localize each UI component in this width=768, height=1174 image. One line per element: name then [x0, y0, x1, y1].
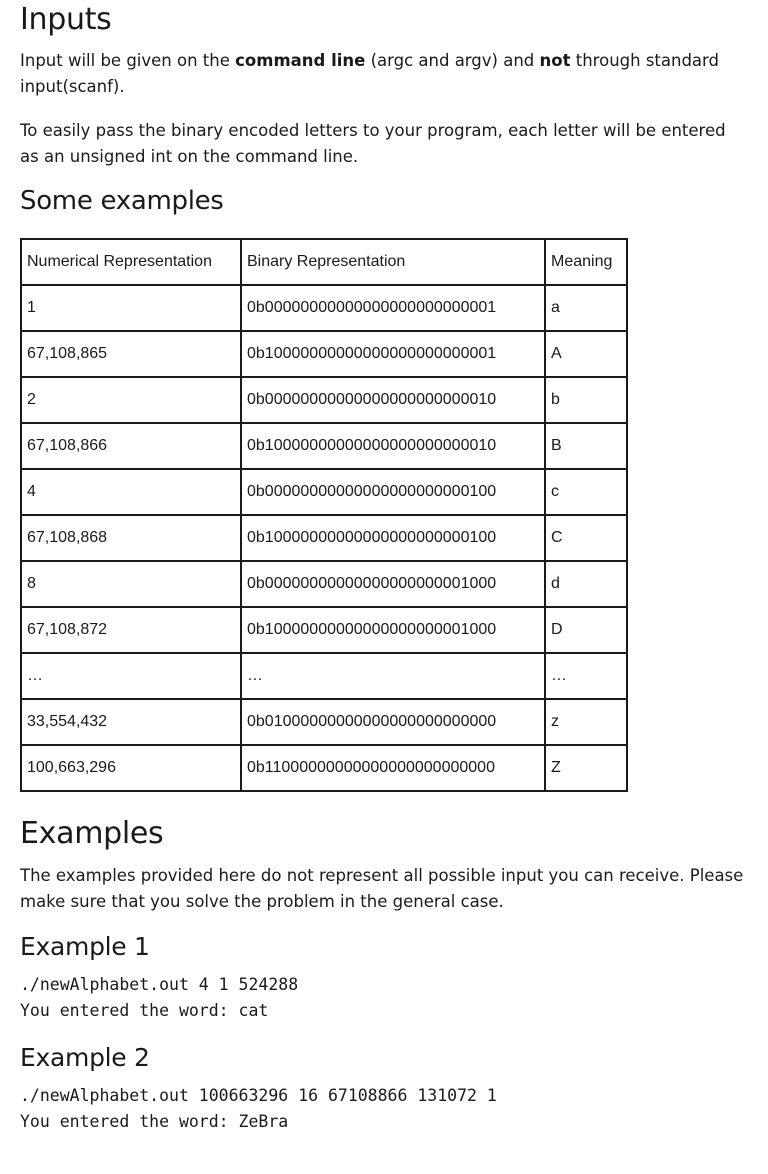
example-1-code-block	[20, 972, 298, 1024]
cell-meaning: D	[545, 607, 627, 653]
table-row	[21, 653, 627, 699]
p1-text-before: Input will be given on the	[20, 51, 236, 70]
inputs-paragraph-2: To easily pass the binary encoded letters to your program, each letter will be entered as an unsigned int on the command line.	[20, 121, 726, 166]
cell-meaning: z	[545, 699, 627, 745]
cell-numerical: 100,663,296	[21, 745, 241, 791]
cell-meaning: a	[545, 285, 627, 331]
example-2-output: You entered the word: ZeBra	[20, 1112, 289, 1131]
inputs-paragraph-1	[20, 48, 740, 100]
cell-binary: 0b10000000000000000000000001	[241, 331, 545, 377]
table-row	[21, 469, 627, 515]
cell-numerical: 67,108,872	[21, 607, 241, 653]
p1-bold-not: not	[539, 51, 571, 70]
table-header-row	[21, 239, 627, 285]
cell-binary: 0b10000000000000000000000010	[241, 423, 545, 469]
cell-numerical: 67,108,866	[21, 423, 241, 469]
cell-meaning: d	[545, 561, 627, 607]
cell-binary: 0b10000000000000000000001000	[241, 607, 545, 653]
table-row	[21, 607, 627, 653]
cell-meaning: c	[545, 469, 627, 515]
cell-binary: 0b00000000000000000000000100	[241, 469, 545, 515]
cell-binary: 0b00000000000000000000001000	[241, 561, 545, 607]
cell-meaning: b	[545, 377, 627, 423]
header-meaning: Meaning	[545, 239, 627, 285]
cell-binary: 0b01000000000000000000000000	[241, 699, 545, 745]
example-1-heading: Example 1	[20, 932, 150, 961]
inputs-heading: Inputs	[20, 2, 112, 37]
example-1-command: ./newAlphabet.out 4 1 524288	[20, 975, 299, 994]
table-row	[21, 377, 627, 423]
table-body	[21, 285, 627, 791]
cell-numerical: …	[21, 653, 241, 699]
table-row	[21, 331, 627, 377]
cell-numerical: 4	[21, 469, 241, 515]
p1-bold-command-line: command line	[235, 51, 366, 70]
table-row	[21, 699, 627, 745]
cell-meaning: …	[545, 653, 627, 699]
encoding-table	[20, 238, 628, 792]
cell-meaning: A	[545, 331, 627, 377]
cell-numerical: 8	[21, 561, 241, 607]
some-examples-heading: Some examples	[20, 186, 224, 216]
cell-numerical: 33,554,432	[21, 699, 241, 745]
example-2-code-block	[20, 1083, 497, 1135]
table-row	[21, 745, 627, 791]
p1-text-mid: (argc and argv) and	[365, 51, 540, 70]
table-row	[21, 515, 627, 561]
header-numerical: Numerical Representation	[21, 239, 241, 285]
example-2-heading: Example 2	[20, 1043, 150, 1072]
example-1-output: You entered the word: cat	[20, 1001, 269, 1020]
cell-binary: 0b11000000000000000000000000	[241, 745, 545, 791]
table-row	[21, 561, 627, 607]
table-row	[21, 285, 627, 331]
cell-binary: 0b00000000000000000000000001	[241, 285, 545, 331]
cell-numerical: 1	[21, 285, 241, 331]
cell-meaning: C	[545, 515, 627, 561]
table-row	[21, 423, 627, 469]
header-binary: Binary Representation	[241, 239, 545, 285]
cell-binary: 0b00000000000000000000000010	[241, 377, 545, 423]
cell-binary: 0b10000000000000000000000100	[241, 515, 545, 561]
cell-binary: …	[241, 653, 545, 699]
example-2-command: ./newAlphabet.out 100663296 16 67108866 131072 1	[20, 1086, 497, 1105]
cell-meaning: B	[545, 423, 627, 469]
cell-meaning: Z	[545, 745, 627, 791]
examples-intro: The examples provided here do not represent all possible input you can receive. Please make sure that you solve the problem in the general case.	[20, 866, 744, 911]
cell-numerical: 67,108,868	[21, 515, 241, 561]
cell-numerical: 2	[21, 377, 241, 423]
cell-numerical: 67,108,865	[21, 331, 241, 377]
examples-heading: Examples	[20, 816, 164, 851]
p1-text-after: through standard input(scanf).	[20, 51, 720, 96]
